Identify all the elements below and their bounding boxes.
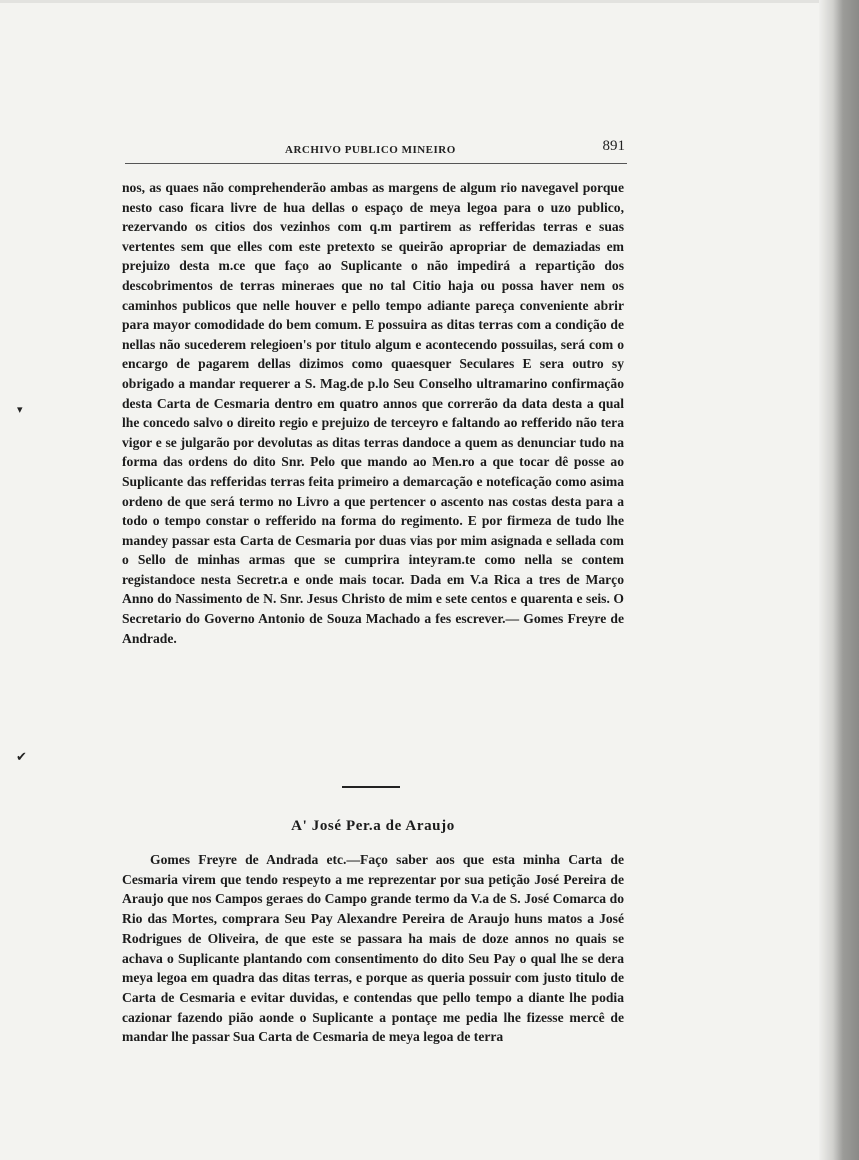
running-title: ARCHIVO PUBLICO MINEIRO [285, 144, 456, 156]
paragraph-1: nos, as quaes não comprehenderão ambas as margens de algum rio navegavel porque nesto caso ficara livre de hua dellas o espaço de meya legoa para o uzo publico, rezervando os citios dos vezinhos com q.m partirem as refferidas terras e suas vertentes sem que elles com este pretexto se queirão apropriar de demaziadas em prejuizo desta m.ce que faço ao Suplicante o não impedirá a repartição dos descobrimentos de terras mineraes que no tal Citio haja ou possa haver nem os caminhos publicos que nelle houver e pello tempo adiante pareça conveniente abrir para mayor comodidade do bem comum. E possuira as ditas terras com a condição de nellas não sucederem relegioen's por titulo algum e acontecendo possuilas, será com o encargo de pagarem dellas dizimos como quaesquer Seculares E sera outro sy obrigado a mandar requerer a S. Mag.de p.lo Seu Conselho ultramarino confirmação desta Carta de Cesmaria dentro em quatro annos que correrão da data desta a qual lhe concedo salvo o direito regio e prejuizo de terceyro e faltando ao refferido não tera vigor e se julgarão por devolutas as ditas terras dandoce a quem as denunciar tudo na forma das ordens do dito Snr. Pelo que mando ao Men.ro a que tocar dê posse ao Suplicante das refferidas terras feita primeiro a demarcação e noteficação como asima ordeno de que será termo no Livro a que pertencer o ascento nas costas desta para a todo o tempo constar o refferido na forma do regimento. E por firmeza de tudo lhe mandey passar esta Carta de Cesmaria por duas vias por mim asignada e sellada com o Sello de minhas armas que se cumprira inteyram.te como nella se contem registandoce nesta Secretr.a e onde mais tocar. Dada em V.a Rica a tres de Março Anno do Nassimento de N. Snr. Jesus Christo de mim e sete centos e quarenta e seis. O Secretario do Governo Antonio de Souza Machado a fes escrever.— Gomes Freyre de Andrade. [122, 180, 624, 646]
header-rule [125, 163, 627, 164]
body-section-2 [122, 850, 624, 1047]
section-divider [342, 786, 400, 788]
body-section-1 [122, 178, 624, 648]
page-header [122, 138, 627, 162]
margin-mark-triangle-icon: ▾ [17, 403, 23, 416]
page-number: 891 [602, 138, 625, 154]
scan-edge [0, 0, 859, 3]
book-binding-edge [819, 0, 859, 1160]
paragraph-2: Gomes Freyre de Andrada etc.—Faço saber aos que esta minha Carta de Cesmaria virem que tendo respeyto a me reprezentar por sua petição José Pereira de Araujo que nos Campos geraes do Campo grande termo da V.a de S. José Comarca do Rio das Mortes, comprara Seu Pay Alexandre Pereira de Araujo huns matos a José Rodrigues de Oliveira, de que este se passara ha mais de doze annos no quais se achava o Suplicante plantando com consentimento do dito Seu Pay o qual lhe se dera meya legoa em quadra das ditas terras, e porque as queria possuir com justo titulo de Carta de Cesmaria e evitar duvidas, e contendas que pello tempo a diante lhe podia cazionar fazendo pião aonde o Suplicante a pontaçe me pedia lhe fizesse mercê de mandar lhe passar Sua Carta de Cesmaria de meya legoa de terra [122, 852, 624, 1045]
margin-mark-check-icon: ✔ [16, 750, 27, 765]
section-heading: A' José Per.a de Araujo [291, 818, 455, 834]
